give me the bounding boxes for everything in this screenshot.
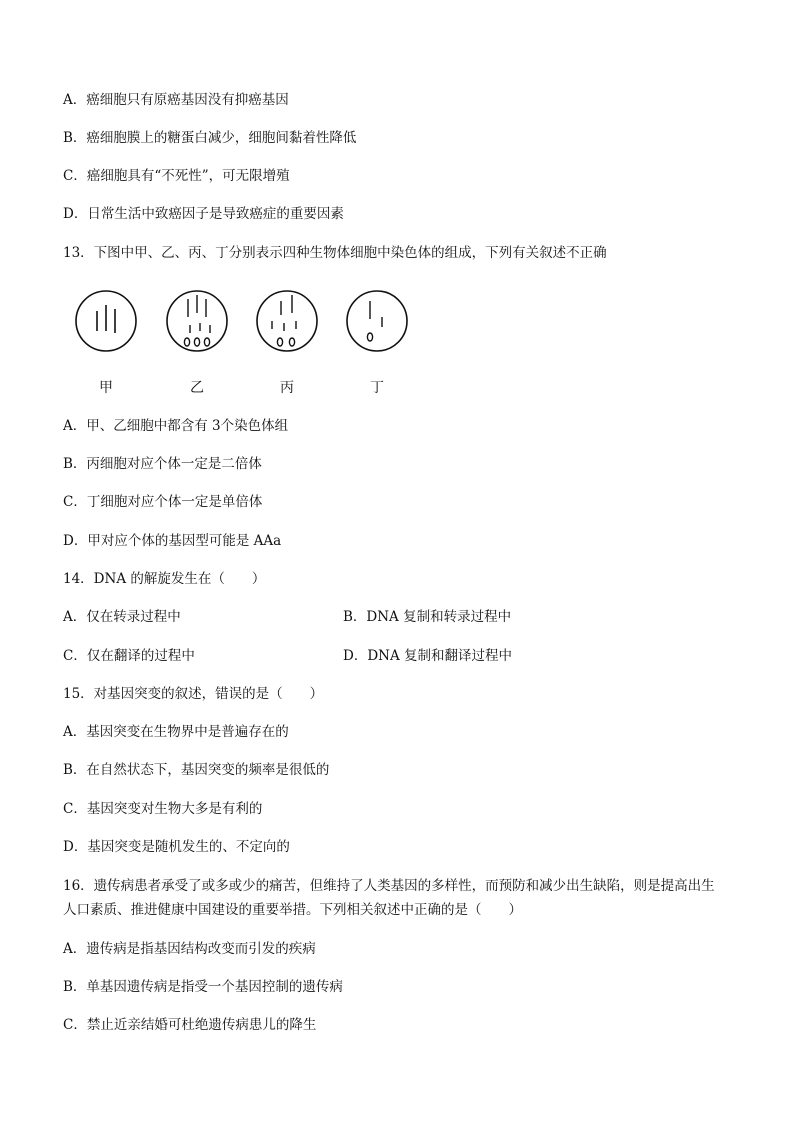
q15-option-b: B．在自然状态下，基因突变的频率是很低的 [63,762,330,778]
q16-option-c: C．禁止近亲结婚可杜绝遗传病患儿的降生 [63,1017,317,1033]
cell-label-bing: 丙 [280,380,294,396]
cell-bing [257,291,317,351]
q14-option-a: A．仅在转录过程中 [63,609,181,625]
q15-stem: 15．对基因突变的叙述，错误的是（ ） [63,686,324,702]
q12-option-a: A．癌细胞只有原癌基因没有抑癌基因 [63,92,289,108]
cell-jia [76,291,136,351]
cell-label-jia: 甲 [99,380,113,396]
q15-option-a: A．基因突变在生物界中是普遍存在的 [63,724,289,740]
q12-option-c: C．癌细胞具有“不死性”，可无限增殖 [63,168,290,184]
q16-option-a: A．遗传病是指基因结构改变而引发的疾病 [63,941,316,957]
cell-yi [167,291,227,351]
q16-stem-line1: 16．遗传病患者承受了或多或少的痛苦，但维持了人类基因的多样性，而预防和减少出生缺陷，则是提高出生 [63,878,715,894]
cell-ding [347,291,407,351]
q13-option-d: D．甲对应个体的基因型可能是 AAa [63,533,282,549]
cell-label-ding: 丁 [370,380,384,396]
q14-option-c: C．仅在翻译的过程中 [63,648,195,664]
q14-option-d: D．DNA 复制和翻译过程中 [343,648,513,664]
cell-label-yi: 乙 [190,380,204,396]
q13-option-c: C．丁细胞对应个体一定是单倍体 [63,494,263,510]
q14-stem: 14．DNA 的解旋发生在（ ） [63,571,266,587]
chromosome-figure [60,285,460,405]
q15-option-d: D．基因突变是随机发生的、不定向的 [63,839,290,855]
q16-stem-line2: 人口素质、推进健康中国建设的重要举措。下列相关叙述中正确的是（ ） [63,902,522,918]
q12-option-d: D．日常生活中致癌因子是导致癌症的重要因素 [63,206,344,222]
q12-option-b: B．癌细胞膜上的糖蛋白减少，细胞间黏着性降低 [63,130,357,146]
q13-option-a: A．甲、乙细胞中都含有 3个染色体组 [63,418,289,434]
q13-stem: 13．下图中甲、乙、丙、丁分别表示四种生物体细胞中染色体的组成，下列有关叙述不正确 [63,245,607,261]
q15-option-c: C．基因突变对生物大多是有利的 [63,801,263,817]
q16-option-b: B．单基因遗传病是指受一个基因控制的遗传病 [63,979,343,995]
q13-option-b: B．丙细胞对应个体一定是二倍体 [63,456,262,472]
q14-option-b: B．DNA 复制和转录过程中 [343,609,512,625]
